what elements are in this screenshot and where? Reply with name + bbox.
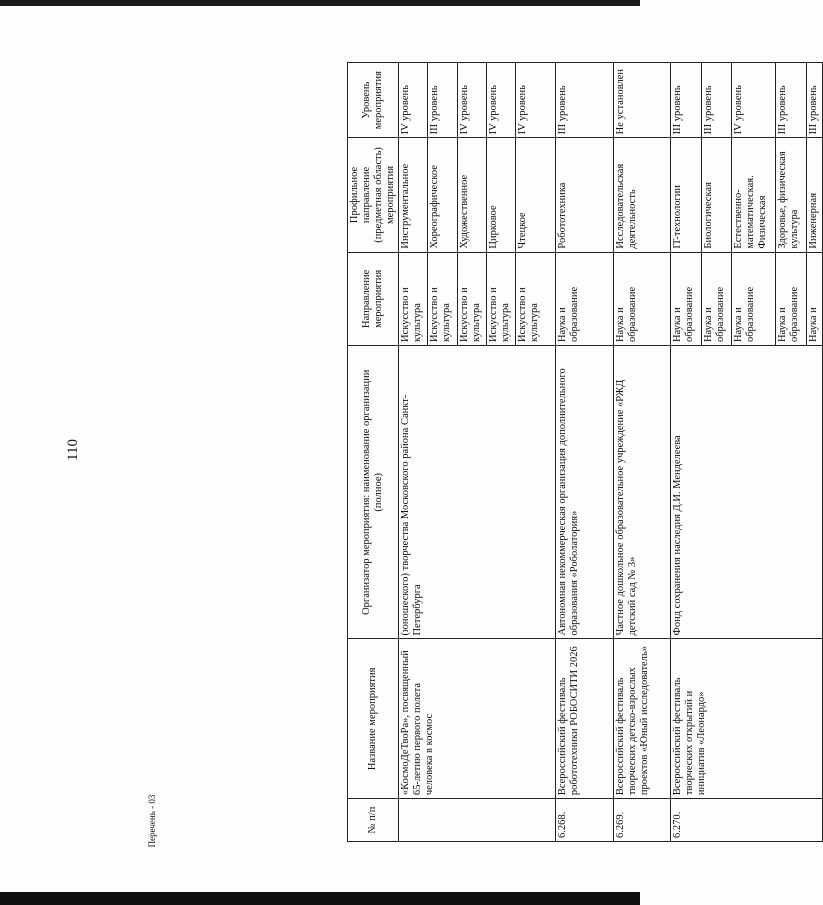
event-direction: Наука и образование (701, 252, 731, 345)
header-direction: Направление мероприятия (348, 252, 399, 345)
header-number: № п/п (348, 799, 399, 842)
event-level: IV уровень (487, 63, 516, 138)
event-profile: Инженерная (806, 138, 822, 252)
event-direction: Искусство и культура (457, 252, 486, 345)
table-header-row (348, 63, 399, 842)
event-direction: Искусство и культура (516, 252, 555, 345)
event-level: IV уровень (457, 63, 486, 138)
event-direction: Наука и образование (671, 252, 701, 345)
event-organizer: Фонд сохранения наследия Д.И. Менделеева (671, 346, 823, 639)
event-level: III уровень (806, 63, 822, 138)
event-direction: Наука и образование (776, 252, 806, 345)
header-organizer: Организатор мероприятия: наименование организации (полное) (348, 346, 399, 639)
event-profile: Робототехника (555, 138, 613, 252)
scan-edge-top (0, 0, 640, 6)
event-direction: Искусство и культура (487, 252, 516, 345)
event-organizer: (юношеского) творчества Московского района Санкт-Петербурга (399, 346, 556, 639)
row-number: 6.269. (613, 799, 671, 842)
event-profile: Биологическая (701, 138, 731, 252)
header-level: Уровень мероприятия (348, 63, 399, 138)
event-profile: Инструментальное (399, 138, 428, 252)
event-level: III уровень (701, 63, 731, 138)
event-profile: IT-технологии (671, 138, 701, 252)
event-direction: Искусство и культура (399, 252, 428, 345)
row-number: 6.268. (555, 799, 613, 842)
event-profile: Чтецкое (516, 138, 555, 252)
table-row (555, 63, 613, 842)
footer-note: Перечень - 03 (147, 794, 157, 848)
table-row (613, 63, 671, 842)
scan-edge-bottom (0, 892, 640, 905)
event-name: Всероссийский фестиваль робототехники РОБОСИТИ 2026 (555, 639, 613, 799)
event-direction: Наука и образование (555, 252, 613, 345)
event-direction: Наука и (806, 252, 822, 345)
event-level: III уровень (776, 63, 806, 138)
header-event-name: Название мероприятия (348, 639, 399, 799)
page-number: 110 (65, 439, 81, 461)
table-row (671, 63, 701, 842)
event-level: Не установлен (613, 63, 671, 138)
event-level: III уровень (428, 63, 457, 138)
event-level: IV уровень (399, 63, 428, 138)
event-level: IV уровень (516, 63, 555, 138)
event-name: Всероссийский фестиваль творческих детско-взрослых проектов «Юный исследователь» (613, 639, 671, 799)
event-direction: Наука и образование (613, 252, 671, 345)
event-level: III уровень (671, 63, 701, 138)
header-profile: Профильное направление (предметная область) мероприятия (348, 138, 399, 252)
event-level: III уровень (555, 63, 613, 138)
row-number: 6.270. (671, 799, 823, 842)
row-number (399, 799, 556, 842)
table-row (399, 63, 428, 842)
event-name: Всероссийский фестиваль творческих открытий и инициатив «Леонардо» (671, 639, 823, 799)
event-direction: Искусство и культура (428, 252, 457, 345)
event-profile: Хореографическое (428, 138, 457, 252)
event-profile: Художественное (457, 138, 486, 252)
event-profile: Естественно-математическая. Физическая (731, 138, 776, 252)
event-name: «КосмоДеТвоРа», посвященный 65-летию первого полета человека в космос (399, 639, 556, 799)
event-organizer: Частное дошкольное образовательное учреждение «РЖД детский сад № 3» (613, 346, 671, 639)
event-profile: Цирковое (487, 138, 516, 252)
rotated-table-wrapper (347, 62, 823, 842)
event-organizer: Автономная некоммерческая организация дополнительного образования «Роболатория» (555, 346, 613, 639)
event-profile: Исследовательская деятельность (613, 138, 671, 252)
event-direction: Наука и образование (731, 252, 776, 345)
event-level: IV уровень (731, 63, 776, 138)
events-table (347, 62, 823, 842)
event-profile: Здоровье, физическая культура (776, 138, 806, 252)
